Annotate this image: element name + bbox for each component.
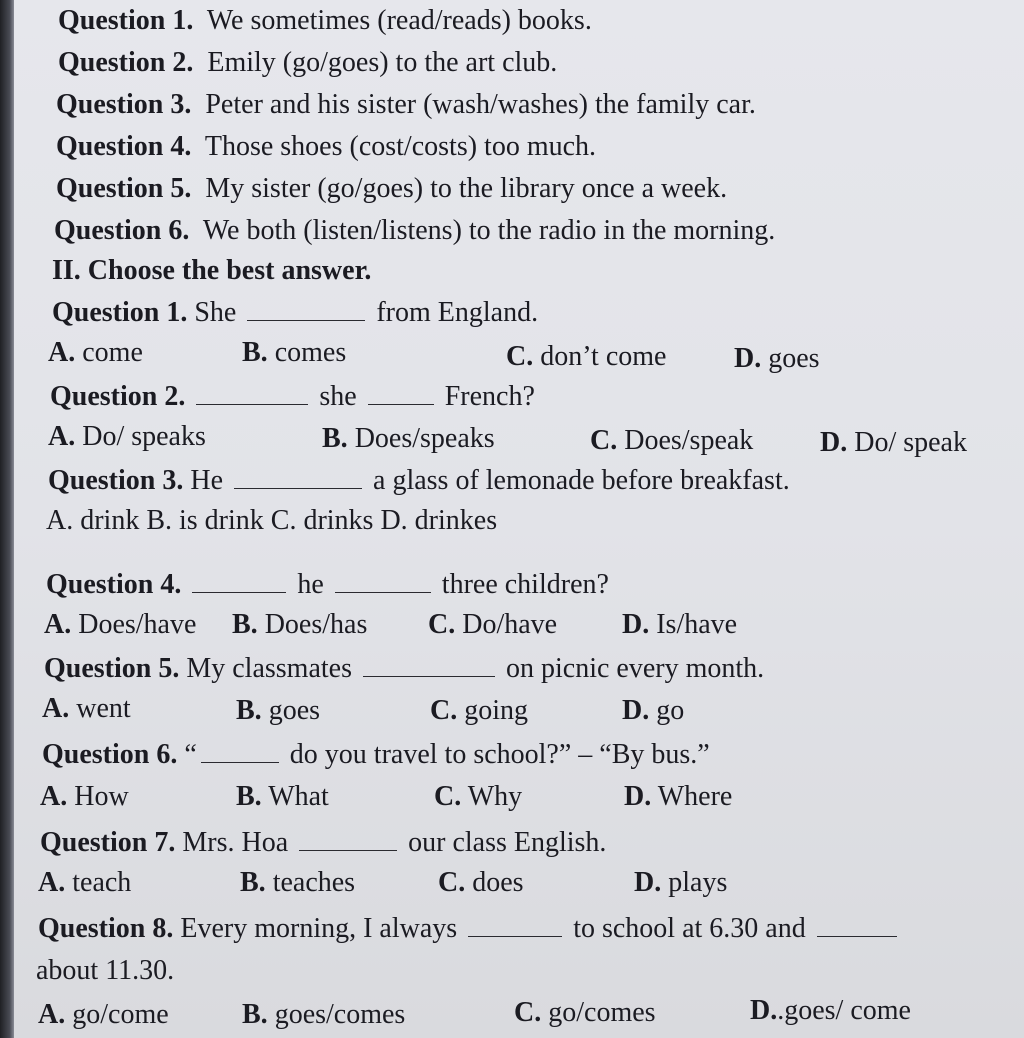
question-text-pre: My classmates — [186, 653, 352, 684]
question-label: Question 1. — [52, 297, 188, 328]
question-label: Question 3. — [48, 465, 184, 496]
option-a[interactable]: A. teach — [38, 867, 132, 898]
option-b[interactable]: B. What — [236, 781, 329, 812]
question-text-pre: She — [194, 297, 237, 328]
question-text-mid: he — [297, 569, 324, 600]
question-text: We sometimes (read/reads) books. — [206, 5, 592, 36]
option-b[interactable]: B. goes — [236, 695, 321, 726]
monitor-bezel — [0, 0, 14, 1038]
question-text: We both (listen/listens) to the radio in the morning. — [202, 215, 776, 246]
p2-question-1 — [52, 294, 538, 330]
p1-question-2 — [58, 46, 557, 80]
question-label: Question 6. — [42, 739, 178, 770]
question-text-mid: she — [319, 381, 357, 412]
answer-blank[interactable] — [468, 910, 562, 937]
option-c[interactable]: C. Why — [434, 781, 523, 812]
option-b[interactable]: B. Does/has — [232, 609, 368, 640]
option-d[interactable]: D. go — [622, 695, 685, 726]
options-line: A. drink B. is drink C. drinks D. drinkes — [46, 505, 498, 536]
question-label: Question 4. — [46, 569, 182, 600]
option-c[interactable]: C. going — [430, 695, 529, 726]
question-text: Emily (go/goes) to the art club. — [207, 47, 558, 78]
question-text-post: on picnic every month. — [506, 653, 765, 684]
answer-blank[interactable] — [192, 566, 286, 593]
question-text-pre: He — [190, 465, 224, 496]
question-label: Question 1. — [58, 5, 194, 36]
question-text-post: a glass of lemonade before breakfast. — [373, 465, 790, 496]
option-c[interactable]: C. Do/have — [428, 609, 558, 640]
answer-blank[interactable] — [234, 462, 362, 489]
option-a[interactable]: A. How — [40, 781, 129, 812]
question-label: Question 2. — [58, 47, 194, 78]
question-text-post: do you travel to school?” – “By bus.” — [289, 739, 710, 770]
p2-question-2 — [50, 378, 535, 414]
option-c[interactable]: C. does — [438, 867, 524, 898]
option-b[interactable]: B. goes/comes — [242, 999, 406, 1030]
question-text-post: from England. — [376, 297, 539, 328]
p1-question-5 — [56, 172, 727, 206]
option-d[interactable]: D. Where — [624, 781, 733, 812]
p2-question-5 — [44, 650, 764, 686]
answer-blank[interactable] — [201, 736, 279, 763]
option-d[interactable]: D. plays — [634, 867, 728, 898]
question-text-pre: “ — [184, 739, 197, 770]
question-label: Question 2. — [50, 381, 186, 412]
answer-blank[interactable] — [817, 910, 897, 937]
option-a[interactable]: A. come — [48, 337, 143, 368]
question-label: Question 5. — [44, 653, 180, 684]
option-a[interactable]: A. went — [42, 693, 131, 724]
question-text: Peter and his sister (wash/washes) the family car. — [205, 89, 756, 120]
answer-blank[interactable] — [335, 566, 431, 593]
option-a[interactable]: A. Do/ speaks — [48, 421, 206, 452]
question-label: Question 4. — [56, 131, 192, 162]
option-a[interactable]: A. Does/have — [44, 609, 197, 640]
p1-question-3 — [56, 88, 756, 122]
question-label: Question 8. — [38, 913, 174, 944]
question-text-post: French? — [444, 381, 535, 412]
option-d[interactable]: D. goes — [734, 343, 820, 374]
question-text: My sister (go/goes) to the library once a week. — [205, 173, 728, 204]
question-text-post: our class English. — [408, 827, 607, 858]
answer-blank[interactable] — [368, 378, 434, 405]
option-a[interactable]: A. go/come — [38, 999, 169, 1030]
question-text-mid: to school at 6.30 and — [573, 913, 806, 944]
p2-question-7 — [40, 824, 606, 860]
p2-question-4 — [46, 566, 609, 602]
question-text-pre: Mrs. Hoa — [182, 827, 289, 858]
option-c[interactable]: C. don’t come — [506, 341, 667, 372]
p2-question-6 — [42, 736, 710, 772]
worksheet-screen — [14, 0, 1024, 1038]
option-b[interactable]: B. Does/speaks — [322, 423, 495, 454]
answer-blank[interactable] — [363, 650, 495, 677]
p2-question-3 — [48, 462, 790, 498]
option-b[interactable]: B. teaches — [240, 867, 356, 898]
question-text-post: three children? — [441, 569, 609, 600]
p1-question-6 — [54, 214, 775, 248]
answer-blank[interactable] — [247, 294, 365, 321]
answer-blank[interactable] — [196, 378, 308, 405]
p2-question-8-continued: about 11.30. — [36, 955, 175, 986]
option-d[interactable]: D..goes/ come — [750, 995, 911, 1026]
answer-blank[interactable] — [299, 824, 397, 851]
p2-question-8 — [38, 910, 901, 946]
option-c[interactable]: C. go/comes — [514, 997, 656, 1028]
option-c[interactable]: C. Does/speak — [590, 425, 754, 456]
option-b[interactable]: B. comes — [242, 337, 347, 368]
question-label: Question 3. — [56, 89, 192, 120]
option-d[interactable]: D. Is/have — [622, 609, 738, 640]
question-label: Question 5. — [56, 173, 192, 204]
section-heading: II. Choose the best answer. — [52, 255, 372, 286]
question-text-pre: Every morning, I always — [180, 913, 458, 944]
option-d[interactable]: D. Do/ speak — [820, 427, 967, 458]
p1-question-1 — [58, 4, 592, 38]
question-text: Those shoes (cost/costs) too much. — [204, 131, 597, 162]
question-label: Question 6. — [54, 215, 190, 246]
question-label: Question 7. — [40, 827, 176, 858]
p1-question-4 — [56, 130, 596, 164]
